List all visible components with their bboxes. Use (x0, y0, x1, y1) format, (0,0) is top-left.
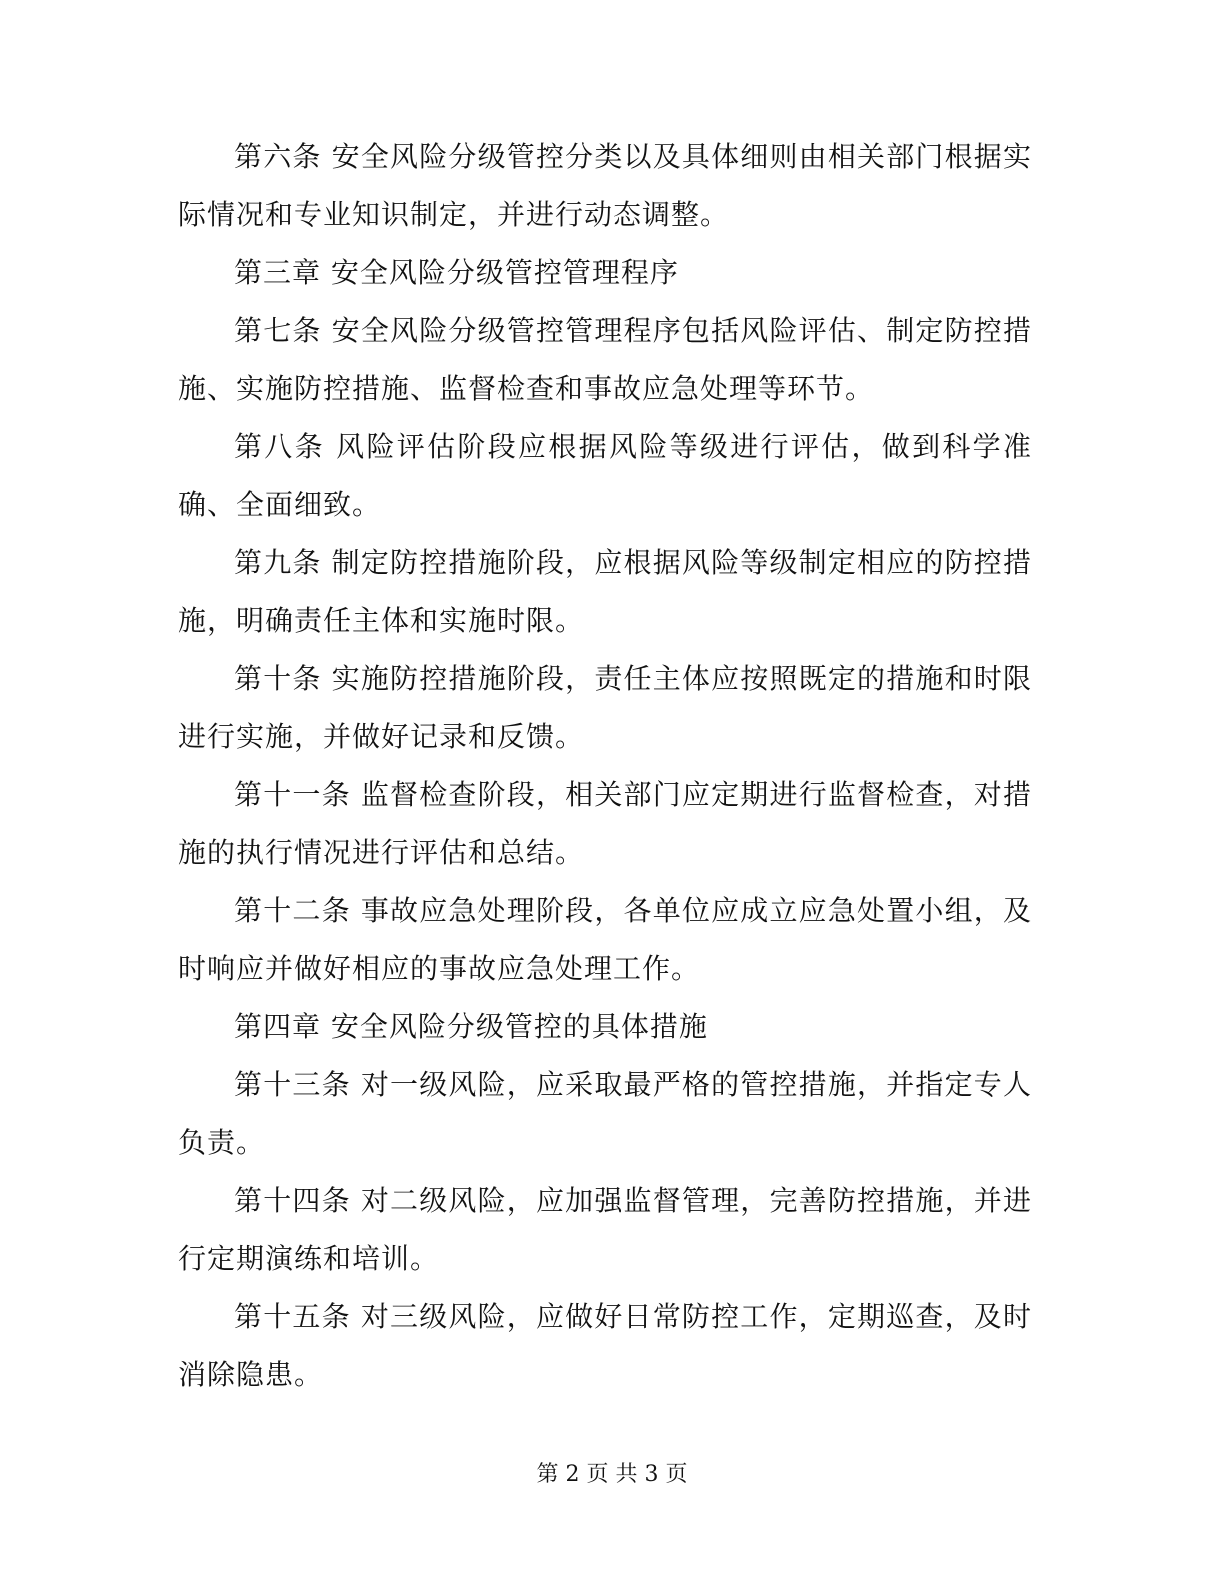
article-10-paragraph: 第十条 实施防控措施阶段，责任主体应按照既定的措施和时限进行实施，并做好记录和反馈。 (178, 662, 1032, 753)
article-7-paragraph: 第七条 安全风险分级管控管理程序包括风险评估、制定防控措施、实施防控措施、监督检查和事故应急处理等环节。 (178, 314, 1032, 405)
page-number-footer: 第 2 页 共 3 页 (536, 1462, 688, 1487)
chapter-4-heading: 第四章 安全风险分级管控的具体措施 (234, 1010, 708, 1043)
article-13-paragraph: 第十三条 对一级风险，应采取最严格的管控措施，并指定专人负责。 (178, 1068, 1032, 1159)
article-11-paragraph: 第十一条 监督检查阶段，相关部门应定期进行监督检查，对措施的执行情况进行评估和总结。 (178, 778, 1032, 869)
article-15-paragraph: 第十五条 对三级风险，应做好日常防控工作，定期巡查，及时消除隐患。 (178, 1300, 1032, 1391)
article-6-paragraph: 第六条 安全风险分级管控分类以及具体细则由相关部门根据实际情况和专业知识制定，并进行动态调整。 (178, 140, 1032, 231)
article-8-paragraph: 第八条 风险评估阶段应根据风险等级进行评估，做到科学准确、全面细致。 (178, 430, 1032, 521)
article-9-paragraph: 第九条 制定防控措施阶段，应根据风险等级制定相应的防控措施，明确责任主体和实施时限。 (178, 546, 1032, 637)
article-12-paragraph: 第十二条 事故应急处理阶段，各单位应成立应急处置小组，及时响应并做好相应的事故应急处理工作。 (178, 894, 1032, 985)
article-14-paragraph: 第十四条 对二级风险，应加强监督管理，完善防控措施，并进行定期演练和培训。 (178, 1184, 1032, 1275)
chapter-3-heading: 第三章 安全风险分级管控管理程序 (234, 256, 679, 289)
document-body (178, 128, 1032, 1404)
